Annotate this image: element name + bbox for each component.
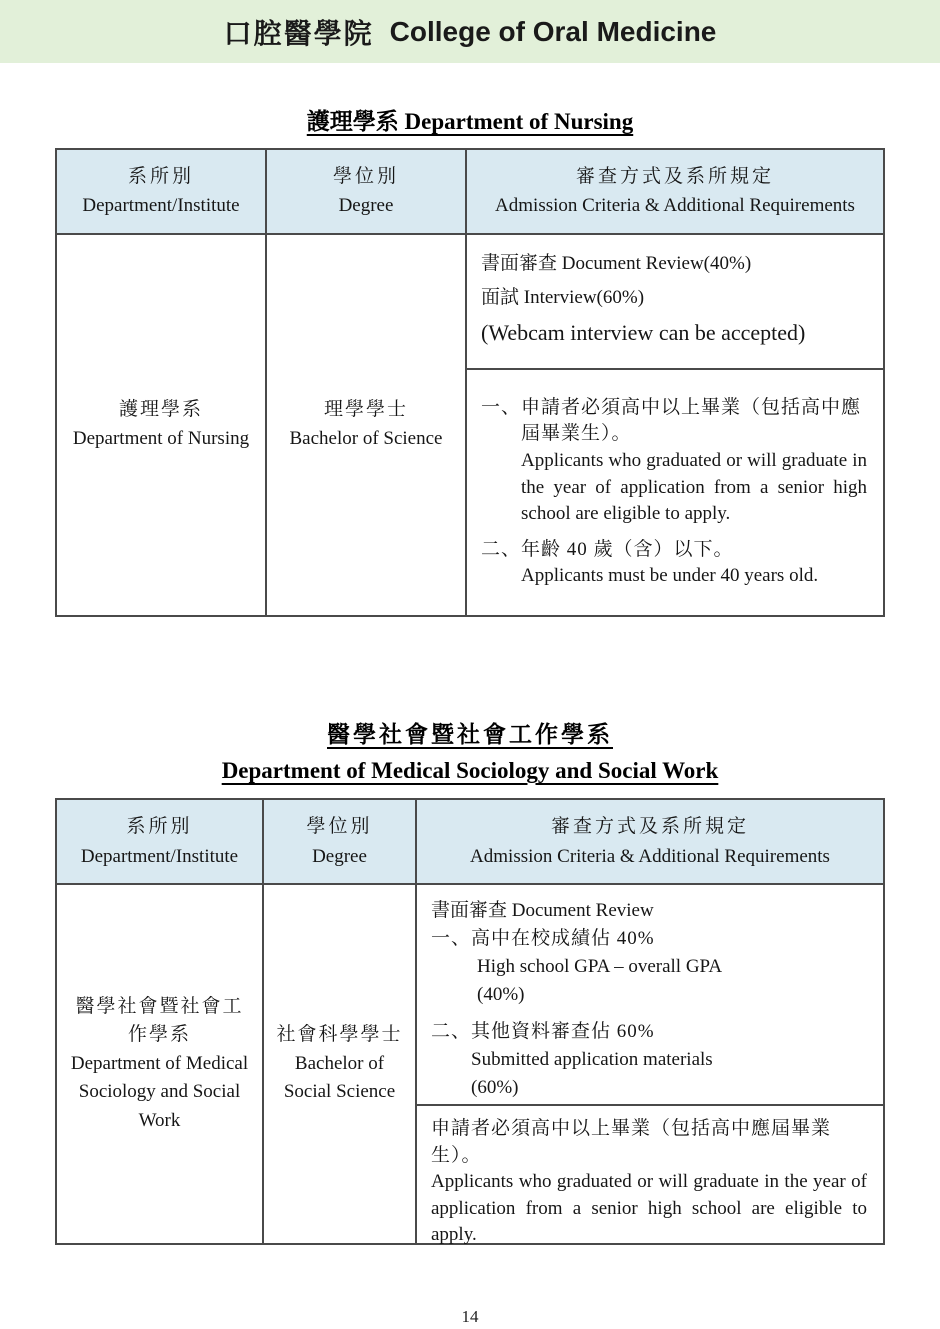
- sociology-table-body-row: [57, 885, 883, 1246]
- nursing-section-title-text: 護理學系 Department of Nursing: [306, 109, 634, 134]
- nursing-department-cell: [57, 235, 267, 615]
- header-department-zh: 系所別: [127, 166, 194, 187]
- nursing-requirement-2: [481, 537, 867, 590]
- sociology-method-item-1: [431, 925, 867, 1009]
- sociology-department-zh: 醫學社會暨社會工作學系: [75, 995, 244, 1046]
- nursing-table-header-row: [57, 150, 883, 235]
- header-department-zh-2: 系所別: [126, 816, 193, 838]
- nursing-method-document-review: 書面審查 Document Review(40%): [481, 252, 752, 274]
- sociology-method-item-1-zh: 高中在校成績佔 40%: [471, 927, 655, 949]
- college-title-en: College of Oral Medicine: [389, 15, 717, 47]
- header-cell-degree-2: [264, 800, 417, 883]
- sociology-requirements-cell: [417, 1106, 883, 1259]
- sociology-requirement-zh: 申請者必須高中以上畢業（包括高中應屆畢業生）。: [431, 1118, 832, 1166]
- nursing-method-webcam-note: (Webcam interview can be accepted): [481, 320, 806, 346]
- nursing-review-method-cell: [467, 235, 883, 370]
- header-cell-degree: [267, 150, 467, 233]
- header-degree-en: Degree: [338, 195, 394, 217]
- sociology-table-header-row: [57, 800, 883, 885]
- sociology-degree-en: Bachelor of Social Science: [283, 1052, 396, 1103]
- sociology-degree-zh: 社會科學學士: [276, 1024, 403, 1046]
- nursing-degree-cell: [267, 235, 467, 615]
- sociology-method-item-2-marker: 二、: [431, 1020, 472, 1042]
- sociology-review-method-cell: [417, 885, 883, 1106]
- nursing-requirement-2-marker: 二、: [481, 538, 522, 560]
- sociology-method-item-2: [431, 1018, 867, 1102]
- nursing-requirement-1-zh: 申請者必須高中以上畢業（包括高中應屆畢業生）。: [521, 396, 862, 445]
- nursing-requirement-2-zh: 年齡 40 歲（含）以下。: [521, 538, 734, 560]
- sociology-method-item-2-en-line2: (60%): [471, 1076, 519, 1098]
- sociology-method-item-2-en-line1: Submitted application materials: [471, 1048, 713, 1070]
- header-cell-department-2: [57, 800, 264, 883]
- nursing-requirements-cell: [467, 370, 883, 615]
- header-degree-en-2: Degree: [312, 845, 367, 867]
- header-criteria-zh-2: 審查方式及系所規定: [550, 816, 749, 838]
- nursing-requirement-1-en: Applicants who graduated or will graduate in the year of application from a senior high school are eligible to apply.: [521, 449, 867, 525]
- college-banner: [0, 0, 940, 63]
- sociology-method-item-2-zh: 其他資料審查佔 60%: [471, 1020, 655, 1042]
- nursing-degree-en: Bachelor of Science: [289, 427, 443, 449]
- sociology-method-item-1-en-line1: High school GPA – overall GPA: [477, 955, 723, 977]
- sociology-method-item-1-body: [471, 925, 867, 1009]
- sociology-method-item-1-en-line2: (40%): [477, 983, 525, 1005]
- nursing-degree-zh: 理學學士: [323, 399, 408, 421]
- college-title-zh: 口腔醫學院: [223, 17, 374, 49]
- sociology-section-title-zh: 醫學社會暨社會工作學系: [327, 721, 613, 747]
- header-department-en-2: Department/Institute: [80, 845, 239, 867]
- sociology-department-cell: [57, 885, 264, 1243]
- nursing-requirement-1-body: [521, 395, 867, 528]
- sociology-section-title: [0, 717, 940, 788]
- header-cell-criteria: [467, 150, 883, 233]
- header-criteria-en: Admission Criteria & Additional Requirements: [495, 195, 855, 217]
- header-cell-criteria-2: [417, 800, 883, 883]
- nursing-requirement-1-marker: 一、: [481, 396, 522, 418]
- nursing-requirement-2-en: Applicants must be under 40 years old.: [521, 565, 819, 587]
- nursing-table-body-row: [57, 235, 883, 615]
- nursing-requirement-1: [481, 395, 867, 528]
- sociology-method-intro: 書面審查 Document Review: [431, 900, 654, 922]
- header-criteria-en-2: Admission Criteria & Additional Requirements: [470, 845, 830, 867]
- nursing-department-zh: 護理學系: [118, 399, 203, 421]
- sociology-table: [55, 798, 885, 1245]
- nursing-section-title: [0, 103, 940, 136]
- sociology-section-title-en: Department of Medical Sociology and Social Work: [221, 757, 719, 783]
- header-criteria-zh: 審查方式及系所規定: [575, 166, 774, 187]
- nursing-table: [55, 148, 885, 617]
- nursing-method-interview: 面試 Interview(60%): [481, 287, 645, 309]
- nursing-requirement-2-body: [521, 537, 867, 590]
- sociology-degree-cell: [264, 885, 417, 1243]
- header-degree-zh: 學位別: [332, 166, 399, 187]
- page-number: 14: [461, 1307, 479, 1327]
- sociology-requirement-en: Applicants who graduated or will graduate in the year of application from a senior high school are eligible to apply.: [431, 1171, 867, 1246]
- header-degree-zh-2: 學位別: [306, 816, 373, 838]
- sociology-criteria-cell: [417, 885, 883, 1246]
- header-department-en: Department/Institute: [82, 195, 240, 217]
- sociology-method-item-2-body: [471, 1018, 867, 1102]
- sociology-method-item-1-marker: 一、: [431, 927, 472, 949]
- sociology-department-en: Department of Medical Sociology and Social Work: [70, 1052, 249, 1131]
- header-cell-department: [57, 150, 267, 233]
- nursing-criteria-cell: [467, 235, 883, 615]
- nursing-department-en: Department of Nursing: [72, 427, 250, 449]
